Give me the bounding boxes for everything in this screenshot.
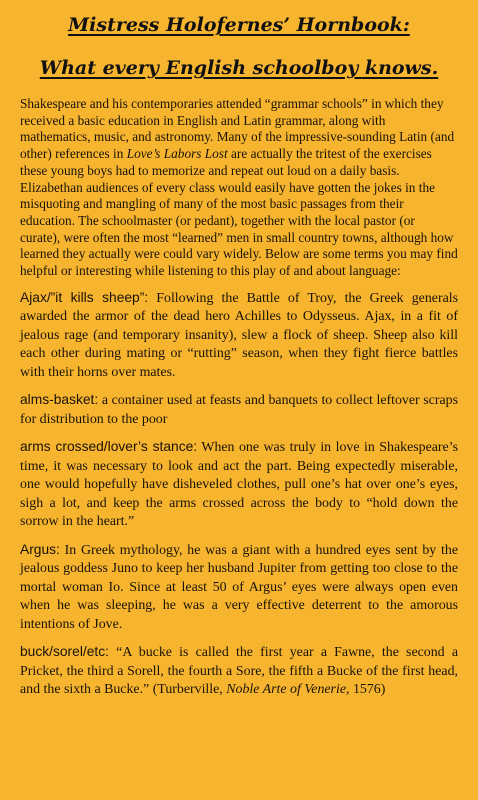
intro-text-after: are actually the tritest of the exercises these young boys had to memorize and repeat out loud on a daily basis. Elizabethan audiences of every class would easily have gotten the jokes in the misquoting and mangling of many of the most basic passages from their education. The schoolmaster (or pedant), together with the local pastor (or curate), were often the most “learned” men in small country towns, although how learned they actually were could vary widely. Below are some terms you may find helpful or interesting while listening to this play of and about language:: [20, 146, 458, 279]
glossary-entry-ajax: [20, 289, 458, 383]
glossary-definition: a container used at feasts and banquets to collect leftover scraps for distribution to the poor: [20, 393, 458, 427]
intro-work-title: Love’s Labors Lost: [126, 146, 228, 162]
citation-year: 1576): [349, 682, 386, 698]
glossary-term: Argus:: [20, 541, 60, 557]
title-line-1: Mistress Holofernes’ Hornbook:: [68, 14, 410, 36]
glossary-entry-argus: [20, 541, 458, 635]
glossary-entry-buck: [20, 643, 458, 700]
glossary-term: buck/sorel/etc:: [20, 644, 109, 660]
citation-work-title: Noble Arte of Venerie,: [226, 682, 350, 698]
glossary-entry-arms-crossed: [20, 438, 458, 532]
glossary-definition: Following the Battle of Troy, the Greek generals awarded the armor of the dead hero Achilles to Odysseus. Ajax, in a fit of jealous rage (and temporary insanity), slew a flock of sheep. Sheep also kill each other during mating or “rutting” season, when they fight fierce battles with their horns over mates.: [20, 290, 459, 380]
glossary-definition: When one was truly in love in Shakespeare’s time, it was necessary to look and act the part. Being expectedly miserable, one would hopefully have disheveled clothes, pull one’s hat over one’s eyes, sigh a lot, and keep the arms crossed across the body to “hold down the sorrow in the heart.”: [20, 440, 458, 530]
intro-paragraph: [20, 96, 458, 280]
intro-text-before: Shakespeare and his contemporaries attended “grammar schools” in which they received a basic education in English and Latin grammar, along with mathematics, music, and astronomy. Many of the impressive-sounding Latin (and other) references in: [20, 96, 455, 162]
glossary-entry-alms-basket: [20, 391, 458, 429]
glossary-definition: “A bucke is called the first year a Fawne, the second a Pricket, the third a Sorell, the fourth a Sore, the fifth a Bucke of the first head, and the sixth a Bucke.” (Turberville,: [20, 645, 458, 698]
glossary-term: arms crossed/lover’s stance:: [20, 439, 198, 455]
title-line-2: What every English schoolboy knows.: [39, 57, 439, 79]
glossary-term: Ajax/”it kills sheep”:: [20, 289, 149, 305]
glossary-definition: In Greek mythology, he was a giant with a hundred eyes sent by the jealous goddess Juno to keep her husband Jupiter from getting too close to the mortal woman Io. Since at least 50 of Argus’ eyes were always open even when he was sleeping, he was a very effective deterrent to the amorous intentions of Jove.: [20, 542, 458, 632]
glossary-term: alms-basket:: [20, 392, 99, 408]
